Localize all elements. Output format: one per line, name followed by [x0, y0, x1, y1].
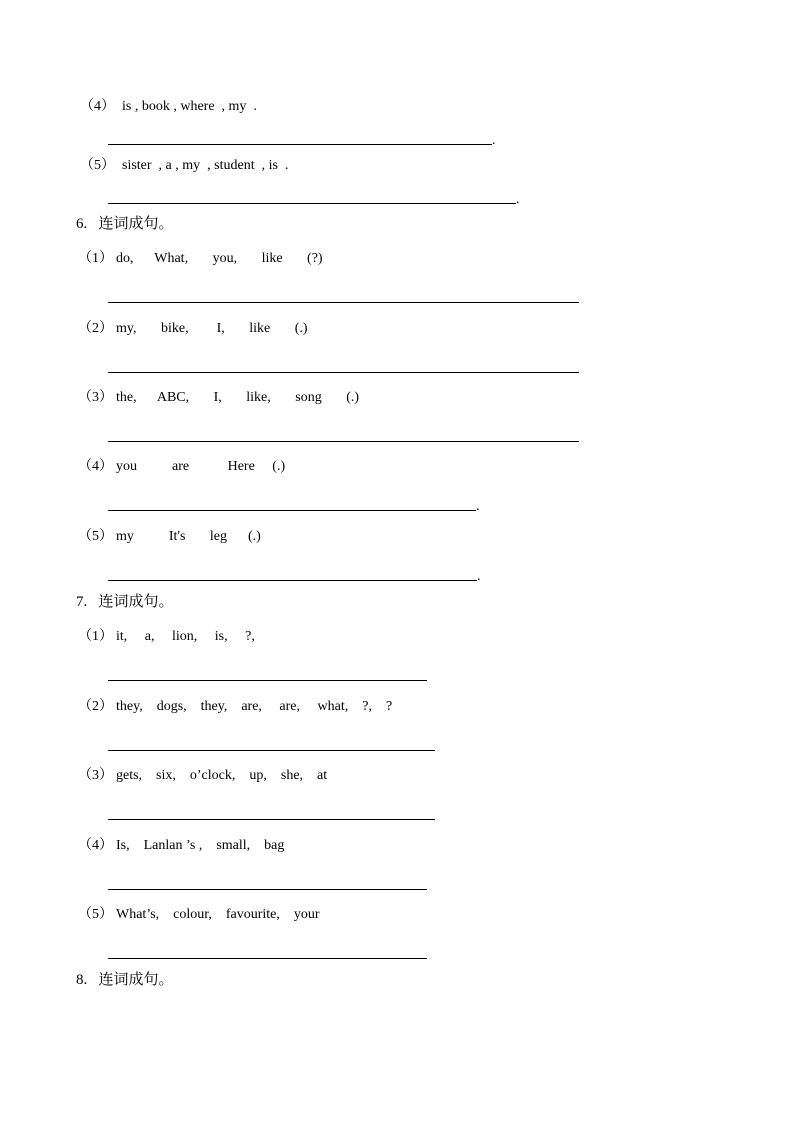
word-list: gets, six, o’clock, up, she, at — [116, 768, 328, 783]
answer-line[interactable] — [108, 372, 579, 373]
answer-line[interactable] — [108, 441, 579, 442]
answer-line[interactable] — [108, 302, 579, 303]
item-number: （5） — [80, 158, 115, 173]
answer-line[interactable] — [108, 889, 427, 890]
word-list: is , book , where , my . — [122, 99, 257, 114]
word-list: What’s, colour, favourite, your — [116, 907, 320, 922]
question-heading: 6. 连词成句。 — [76, 216, 174, 232]
word-list: it, a, lion, is, ?, — [116, 629, 255, 644]
item-number: （4） — [80, 99, 115, 114]
answer-line[interactable] — [108, 750, 435, 751]
answer-period: . — [516, 192, 520, 207]
item-number: （4） — [78, 838, 113, 853]
question-heading: 7. 连词成句。 — [76, 594, 174, 610]
answer-period: . — [492, 133, 496, 148]
item-number: （3） — [78, 390, 113, 405]
answer-period: . — [477, 569, 481, 584]
item-number: （2） — [78, 321, 113, 336]
answer-line[interactable] — [108, 819, 435, 820]
item-number: （2） — [78, 699, 113, 714]
word-list: my It's leg (.) — [116, 529, 261, 544]
word-list: my, bike, I, like (.) — [116, 321, 308, 336]
word-list: do, What, you, like (?) — [116, 251, 323, 266]
word-list: you are Here (.) — [116, 459, 286, 474]
word-list: they, dogs, they, are, are, what, ?, ? — [116, 699, 393, 714]
answer-line[interactable] — [108, 580, 477, 581]
item-number: （4） — [78, 459, 113, 474]
word-list: Is, Lanlan ’s , small, bag — [116, 838, 285, 853]
item-number: （5） — [78, 529, 113, 544]
item-number: （5） — [78, 907, 113, 922]
answer-line[interactable] — [108, 203, 516, 204]
item-number: （3） — [78, 768, 113, 783]
word-list: sister , a , my , student , is . — [122, 158, 289, 173]
question-heading: 8. 连词成句。 — [76, 972, 174, 988]
answer-period: . — [476, 499, 480, 514]
answer-line[interactable] — [108, 144, 492, 145]
item-number: （1） — [78, 251, 113, 266]
answer-line[interactable] — [108, 680, 427, 681]
answer-line[interactable] — [108, 510, 476, 511]
answer-line[interactable] — [108, 958, 427, 959]
word-list: the, ABC, I, like, song (.) — [116, 390, 360, 405]
item-number: （1） — [78, 629, 113, 644]
